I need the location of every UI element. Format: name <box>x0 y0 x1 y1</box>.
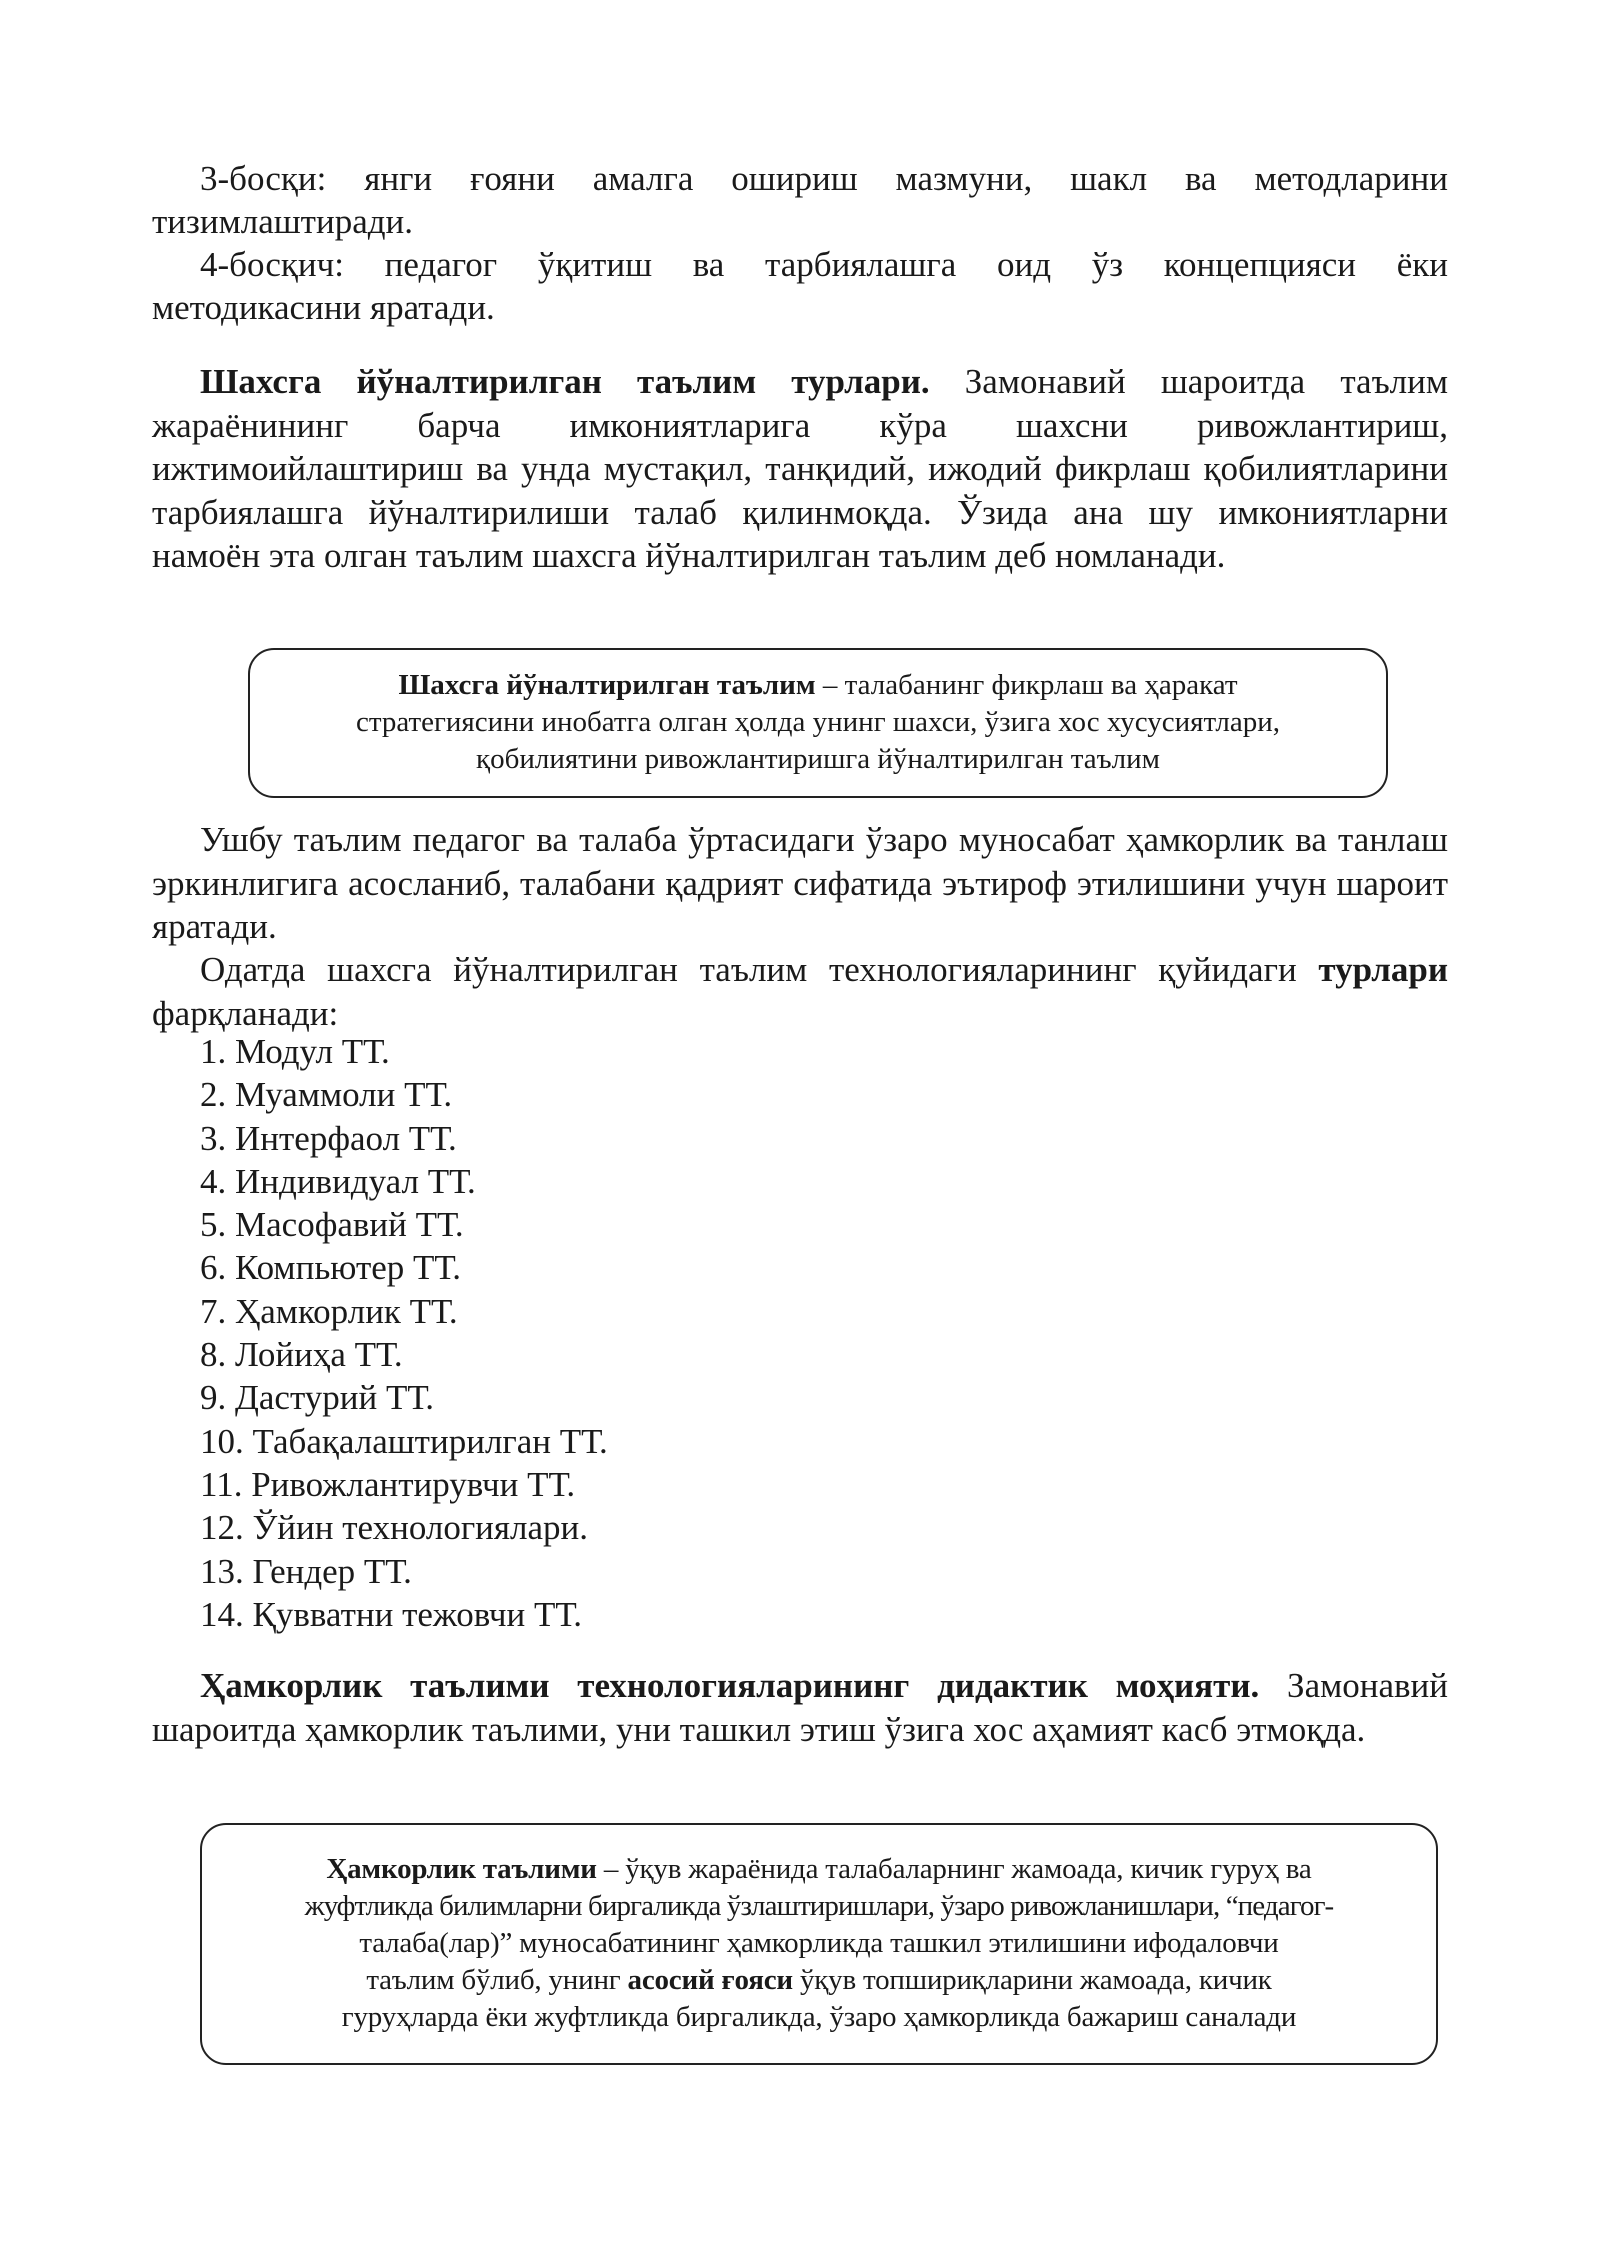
definition-line-3: қобилиятини ривожлантиришга йўналтирилган таълим <box>475 743 1161 775</box>
definition-box-personal <box>248 648 1388 798</box>
list-item: 12. Ўйин технологиялари. <box>200 1508 588 1548</box>
relation-text: Ушбу таълим педагог ва талаба ўртасидаги ўзаро муносабат ҳамкорлик ва танлаш эркинлигига асосланиб, талабани қадрият сифатида эътироф этилишини учун шароит яратади. <box>152 820 1448 946</box>
definition-line-2: стратегиясини инобатга олган ҳолда унинг шахси, ўзига хос хусусиятлари, <box>355 706 1281 738</box>
definition-line-4 <box>202 1962 1436 1999</box>
step4-text: 4-босқич: педагог ўқитиш ва тарбиялашга оид ўз концепцияси ёки <box>200 245 1448 284</box>
list-item: 10. Табақалаштирилган ТТ. <box>200 1421 608 1461</box>
types-intro-bold: турлари <box>1318 950 1448 989</box>
list-item: 1. Модул ТТ. <box>200 1032 390 1071</box>
list-item: 9. Дастурий ТТ. <box>200 1378 434 1418</box>
types-intro-paragraph <box>152 948 1448 1035</box>
step3-line2: тизимлаштиради. <box>152 202 414 241</box>
definition-line-1 <box>202 1851 1436 1888</box>
definition-box-personal-text <box>250 667 1386 778</box>
cooperation-paragraph <box>152 1664 1448 1751</box>
definition-text: – ўқув жараёнида талабаларнинг жамоада, кичик гуруҳ ва <box>596 1853 1312 1885</box>
cooperation-text: Замонавий шароитда ҳамкорлик таълими, уни ташкил этиш ўзига хос аҳамият касб этмоқда. <box>152 1666 1449 1749</box>
list-item: 7. Ҳамкорлик ТТ. <box>200 1291 458 1331</box>
types-list <box>200 1030 608 1636</box>
list-item: 14. Қувватни тежовчи ТТ. <box>200 1594 582 1634</box>
definition-bold: асосий ғояси <box>627 1964 793 1996</box>
definition-text: ўқув топшириқларини жамоада, кичик <box>792 1964 1272 1996</box>
list-item: 11. Ривожлантирувчи ТТ. <box>200 1464 576 1504</box>
personal-types-paragraph <box>152 360 1448 578</box>
list-item: 3. Интерфаол ТТ. <box>200 1118 457 1158</box>
personal-types-heading: Шахсга йўналтирилган таълим турлари. <box>200 362 930 401</box>
definition-text: – талабанинг фикрлаш ва ҳаракат <box>815 669 1238 701</box>
list-item: 13. Гендер ТТ. <box>200 1551 412 1591</box>
step3-text: 3-босқи: янги ғояни амалга ошириш мазмуни, шакл ва методларини <box>200 159 1448 198</box>
definition-line-2: жуфтликда билимларни биргаликда ўзлаштиришлари, ўзаро ривожланишлари, “педагог- <box>304 1890 1334 1922</box>
definition-line-5: гуруҳларда ёки жуфтликда биргаликда, ўзаро ҳамкорликда бажариш саналади <box>341 2001 1297 2033</box>
cooperation-heading: Ҳамкорлик таълими технологияларининг дидактик моҳияти. <box>200 1666 1260 1705</box>
definition-box-cooperation <box>200 1823 1438 2065</box>
list-item: 2. Муаммоли ТТ. <box>200 1075 453 1115</box>
definition-line-3: талаба(лар)” муносабатининг ҳамкорликда ташкил этилишини ифодаловчи <box>359 1927 1279 1959</box>
definition-line-1 <box>250 667 1386 704</box>
definition-term: Ҳамкорлик таълими <box>326 1853 597 1885</box>
step3-line1 <box>152 157 1448 201</box>
types-intro-text-after: фарқланади: <box>152 993 339 1033</box>
step4-line1 <box>152 243 1448 287</box>
relation-paragraph <box>152 818 1448 949</box>
personal-types-text: Замонавий шароитда таълим жараёнининг барча имкониятларига кўра шахсни ривожлантириш, ижтимоийлаштириш ва унда мустақил, танқидий, ижодий фикрлаш қобилиятларини тарбиялашга йўналтирилиши талаб қилинмоқда. Ўзида ана шу имкониятларни намоён эта олган таълим шахсга йўналтирилган таълим деб номланади. <box>152 362 1449 575</box>
definition-box-cooperation-text <box>202 1851 1436 2036</box>
list-item: 6. Компьютер ТТ. <box>200 1248 462 1288</box>
list-item: 8. Лойиҳа ТТ. <box>200 1335 403 1375</box>
step4-line2: методикасини яратади. <box>152 288 495 327</box>
types-intro-text: Одатда шахсга йўналтирилган таълим технологияларининг қуйидаги <box>200 950 1297 989</box>
list-item: 4. Индивидуал ТТ. <box>200 1161 476 1201</box>
definition-text: таълим бўлиб, унинг <box>366 1964 628 1996</box>
definition-term: Шахсга йўналтирилган таълим <box>398 669 816 701</box>
list-item: 5. Масофавий ТТ. <box>200 1205 464 1245</box>
